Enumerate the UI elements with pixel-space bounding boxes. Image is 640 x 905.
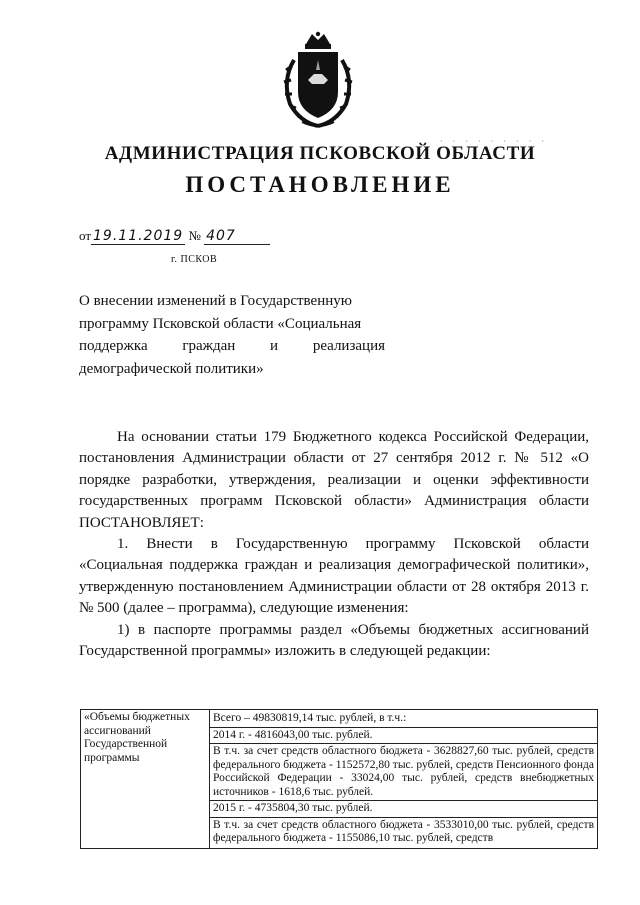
document-number: 407 (204, 228, 270, 245)
budget-table (80, 709, 598, 849)
scan-artifact: · · · · · · · · · (440, 137, 548, 146)
body-paragraph: 1. Внести в Государственную программу Псковской области «Социальная поддержка граждан и реализация демографической политики», утвержденную постановлением Администрации области от 28 октября 2013 г. № 500 (далее – программа), следующие изменения: (79, 536, 589, 617)
pskov-coat-of-arms-icon (272, 30, 364, 130)
subject-line: О внесении изменений в Государственную (79, 293, 352, 309)
city-label: г. ПСКОВ (171, 254, 218, 265)
table-cell-line: 2015 г. - 4735804,30 тыс. рублей. (210, 800, 597, 817)
document-subject (79, 290, 385, 380)
subject-line: демографической политики» (79, 360, 264, 377)
table-row (81, 710, 598, 849)
body-paragraph: На основании статьи 179 Бюджетного кодекса Российской Федерации, постановления Администрации области от 27 сентября 2012 г. № 512 «О порядке разработки, утверждения, реализации и оценки эффективности государственных программ Псковской области» Администрация области ПОСТАНОВЛЯЕТ: (79, 429, 589, 531)
date-prefix: от (79, 228, 92, 243)
number-prefix: № (188, 228, 201, 243)
subject-line: поддержка граждан и реализация (79, 338, 385, 354)
table-cell-line: Всего – 49830819,14 тыс. рублей, в т.ч.: (213, 712, 407, 724)
document-body (79, 427, 589, 662)
document-date: 19.11.2019 (93, 228, 184, 244)
table-cell-line: 2014 г. - 4816043,00 тыс. рублей. (210, 727, 597, 744)
subject-line: программу Псковской области «Социальная (79, 315, 362, 332)
table-cell-line: В т.ч. за счет средств областного бюджета - 3533010,00 тыс. рублей, средств федерального бюджета - 1155086,10 тыс. рублей, средств (210, 817, 597, 847)
table-value-cell (210, 710, 598, 849)
document-type-title: ПОСТАНОВЛЕНИЕ (185, 172, 455, 197)
table-label-cell: «Объемы бюджетных ассигнований Государственной программы (81, 710, 210, 849)
date-number-line (79, 228, 270, 245)
organization-title: АДМИНИСТРАЦИЯ ПСКОВСКОЙ ОБЛАСТИ (104, 143, 536, 164)
body-paragraph: 1) в паспорте программы раздел «Объемы бюджетных ассигнований Государственной программы» изложить в следующей редакции: (79, 621, 589, 660)
table-cell-line: В т.ч. за счет средств областного бюджета - 3628827,60 тыс. рублей, средств федерального бюджета - 1152572,80 тыс. рублей, средств Пенсионного фонда Российской Федерации - 33024,00 тыс. рублей, средств внебюджетных источников - 1618,6 тыс. рублей. (210, 743, 597, 800)
